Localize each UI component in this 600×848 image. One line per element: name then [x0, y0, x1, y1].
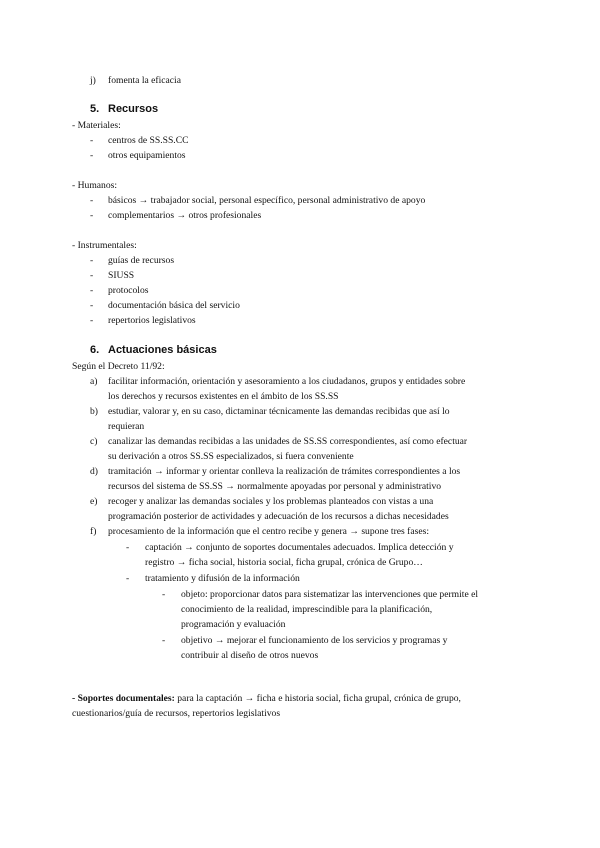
- fase-line: captación → conjunto de soportes documentales adecuados. Implica detección y: [145, 542, 454, 553]
- list-item-line: estudiar, valorar y, en su caso, dictaminar técnicamente las demandas recibidas que así lo: [108, 406, 450, 417]
- list-item-line: su derivación a otros SS.SS especializados, si fuera conveniente: [108, 451, 354, 462]
- list-item: protocolos: [108, 285, 149, 296]
- soportes-label: - Soportes documentales:: [72, 693, 175, 704]
- list-item-line: facilitar información, orientación y asesoramiento a los ciudadanos, grupos y entidades sobre: [108, 376, 466, 387]
- list-marker: b): [90, 406, 98, 417]
- list-item-line: programación posterior de actividades y adecuación de los recursos a dichas necesidades: [108, 511, 449, 522]
- list-item-line: canalizar las demandas recibidas a las unidades de SS.SS correspondientes, así como efectuar: [108, 436, 468, 447]
- subfase-line: programación y evaluación: [181, 619, 286, 630]
- list-item-line: los derechos y recursos existentes en el ámbito de los SS.SS: [108, 391, 339, 402]
- subsection-label: - Instrumentales:: [72, 240, 137, 251]
- bullet-dash: -: [90, 300, 94, 311]
- list-item-line: recoger y analizar las demandas sociales y los problemas planteados con vistas a una: [108, 496, 434, 507]
- list-item: SIUSS: [108, 270, 135, 281]
- soportes-line: [72, 691, 461, 706]
- list-marker: a): [90, 376, 98, 387]
- list-item: otros equipamientos: [108, 150, 186, 161]
- bullet-dash: -: [90, 210, 94, 221]
- bullet-dash: -: [90, 150, 94, 161]
- subfase-line: conocimiento de la realidad, imprescindible para la planificación,: [181, 604, 433, 615]
- list-item: complementarios → otros profesionales: [108, 210, 262, 221]
- bullet-dash: -: [90, 195, 94, 206]
- list-item-line: procesamiento de la información que el centro recibe y genera → supone tres fases:: [108, 526, 429, 537]
- list-item: básicos → trabajador social, personal específico, personal administrativo de apoyo: [108, 195, 426, 206]
- subsection-label: - Materiales:: [72, 120, 121, 131]
- subsection-label: - Humanos:: [72, 180, 118, 191]
- list-item: documentación básica del servicio: [108, 300, 240, 311]
- bullet-dash: -: [126, 573, 130, 584]
- list-item-line: requieran: [108, 421, 145, 432]
- list-marker: c): [90, 436, 98, 447]
- list-item: guías de recursos: [108, 255, 175, 266]
- bullet-dash: -: [90, 135, 94, 146]
- bullet-dash: -: [162, 589, 166, 600]
- soportes-text: para la captación → ficha e historia social, ficha grupal, crónica de grupo,: [174, 693, 461, 704]
- bullet-dash: -: [90, 315, 94, 326]
- bullet-dash: -: [162, 635, 166, 646]
- subfase-line: objeto: proporcionar datos para sistematizar las intervenciones que permite el: [181, 589, 479, 600]
- list-marker: f): [90, 526, 97, 537]
- list-item-text: fomenta la eficacia: [108, 75, 181, 86]
- intro-text: Según el Decreto 11/92:: [72, 361, 165, 372]
- section-number: 5.: [90, 103, 100, 115]
- soportes-line-2: cuestionarios/guía de recursos, repertorios legislativos: [72, 708, 281, 719]
- fase-line: tratamiento y difusión de la información: [145, 573, 300, 584]
- list-marker: j): [90, 75, 96, 86]
- section-title: Recursos: [108, 103, 159, 115]
- bullet-dash: -: [126, 542, 130, 553]
- subfase-line: objetivo → mejorar el funcionamiento de los servicios y programas y: [181, 635, 448, 646]
- section-number: 6.: [90, 344, 100, 356]
- subfase-line: contribuir al diseño de otros nuevos: [181, 650, 319, 661]
- list-item-line: recursos del sistema de SS.SS → normalmente apoyadas por personal y administrativo: [108, 481, 442, 492]
- list-marker: d): [90, 466, 98, 477]
- fase-line: registro → ficha social, historia social, ficha grupal, crónica de Grupo…: [145, 557, 423, 568]
- list-marker: e): [90, 496, 98, 507]
- bullet-dash: -: [90, 255, 94, 266]
- list-item-line: tramitación → informar y orientar conlleva la realización de trámites correspondientes a los: [108, 466, 461, 477]
- list-item: repertorios legislativos: [108, 315, 196, 326]
- bullet-dash: -: [90, 285, 94, 296]
- list-item: centros de SS.SS.CC: [108, 135, 189, 146]
- section-title: Actuaciones básicas: [108, 344, 217, 356]
- bullet-dash: -: [90, 270, 94, 281]
